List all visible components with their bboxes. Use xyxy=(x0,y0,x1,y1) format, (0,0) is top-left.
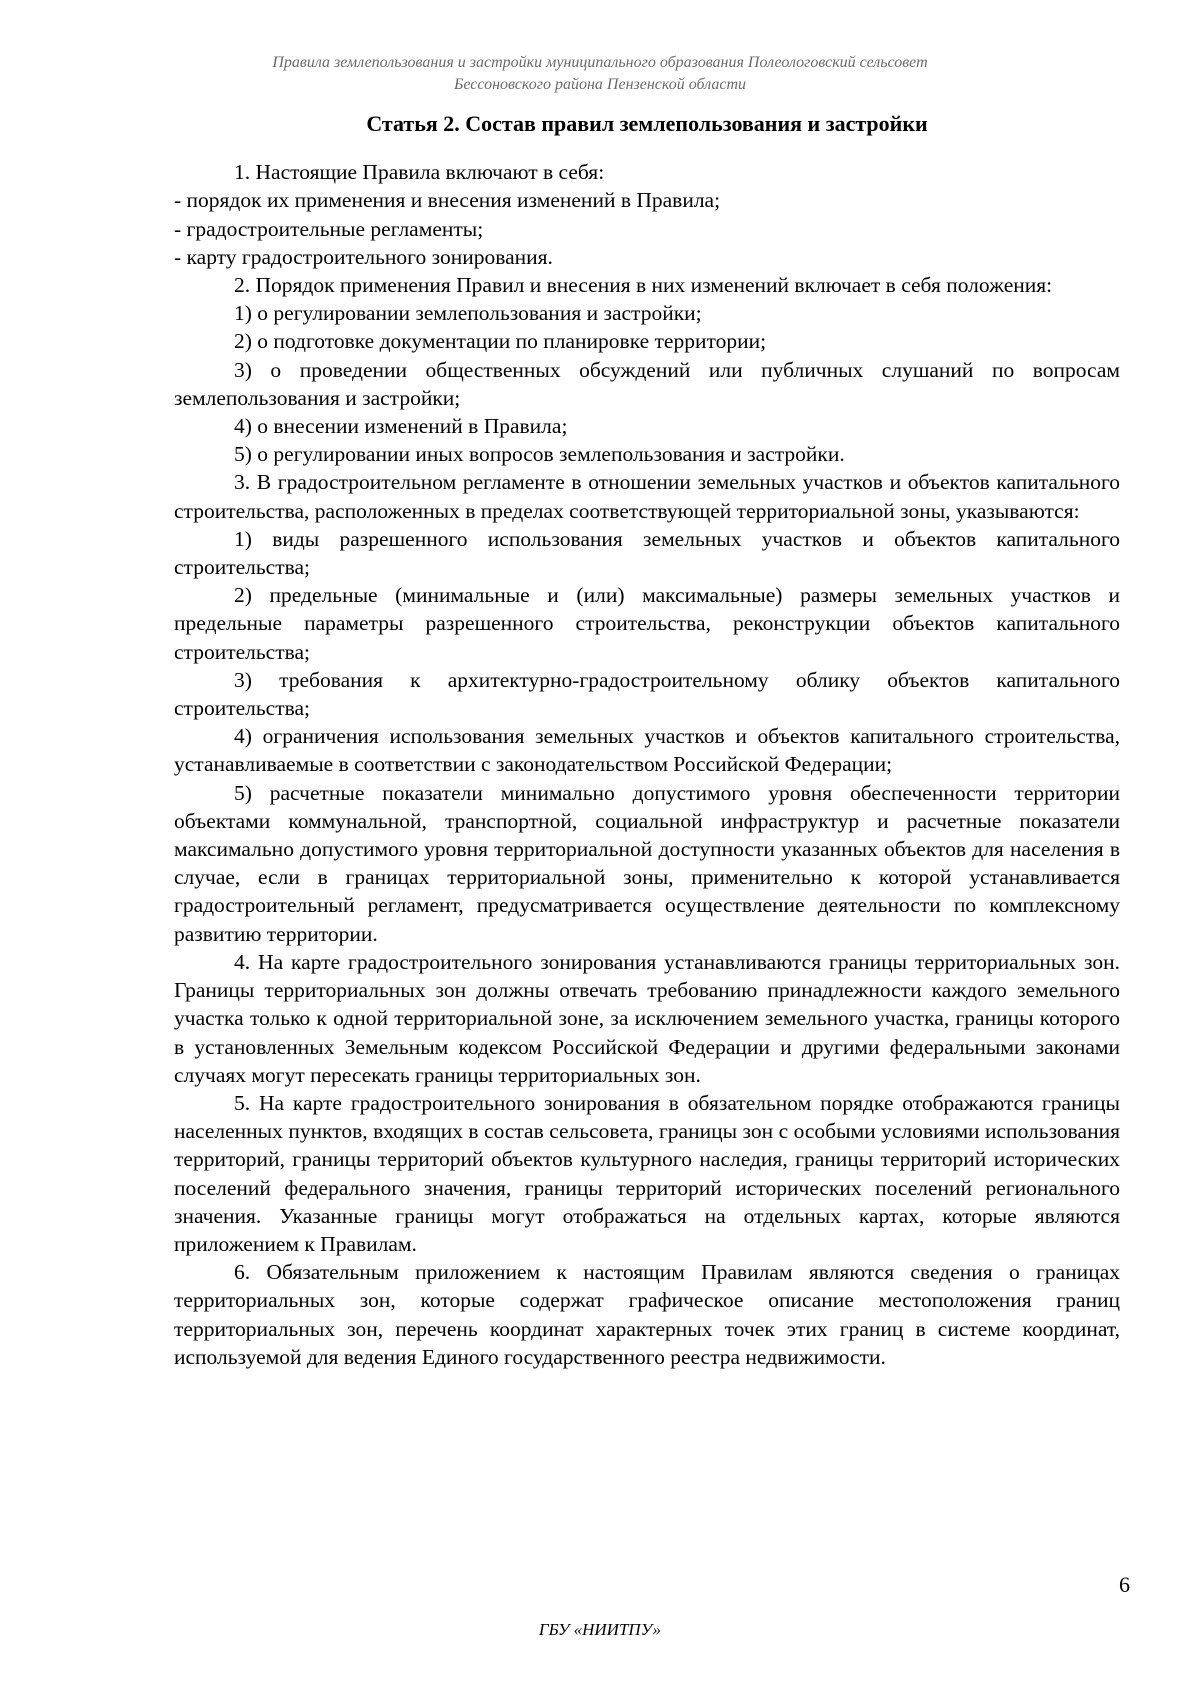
paragraph-3: 3. В градостроительном регламенте в отношении земельных участков и объектов капитального строительства, расположенных в пределах соответствующей территориальной зоны, указываются: xyxy=(174,470,1120,523)
paragraph-3-item-3: 3) требования к архитектурно-градостроительному облику объектов капитального строительства; xyxy=(174,667,1120,721)
page-number: 6 xyxy=(1119,1572,1130,1597)
paragraph-3-item-1: 1) виды разрешенного использования земельных участков и объектов капитального строительства; xyxy=(174,526,1120,580)
list-item-procedure: - порядок их применения и внесения изменений в Правила; xyxy=(174,188,721,213)
running-header-line-2: Бессоновского района Пензенской области xyxy=(453,76,747,93)
article-title: Статья 2. Состав правил землепользования и застройки xyxy=(366,111,928,136)
paragraph-6: 6. Обязательным приложением к настоящим Правилам являются сведения о границах территориальных зон, которые содержат графическое описание местоположения границ территориальных зон, перечень координат характерных точек этих границ в системе координат, используемой для ведения Единого государственного реестра недвижимости. xyxy=(174,1260,1120,1369)
running-header xyxy=(140,52,1060,96)
paragraph-2-item-1: 1) о регулировании землепользования и застройки; xyxy=(234,301,702,326)
paragraph-3-item-5: 5) расчетные показатели минимально допустимого уровня обеспеченности территории объектами коммунальной, транспортной, социальной инфраструктур и расчетные показатели максимально допустимого уровня территориальной доступности указанных объектов для населения в случае, если в границах территориальной зоны, применительно к которой устанавливается градостроительный регламент, предусматривается осуществление деятельности по комплексному развитию территории. xyxy=(174,780,1120,946)
paragraph-3-item-4: 4) ограничения использования земельных участков и объектов капитального строительства, устанавливаемые в соответствии с законодательством Российской Федерации; xyxy=(174,724,1120,777)
paragraph-2-item-3: 3) о проведении общественных обсуждений или публичных слушаний по вопросам землепользования и застройки; xyxy=(174,357,1120,410)
paragraph-1: 1. Настоящие Правила включают в себя: xyxy=(234,160,605,185)
paragraph-2-item-4: 4) о внесении изменений в Правила; xyxy=(234,414,568,439)
article-body xyxy=(174,110,1120,1371)
footer-organization: ГБУ «НИИТПУ» xyxy=(538,1620,662,1639)
paragraph-2-item-2: 2) о подготовке документации по планировке территории; xyxy=(234,329,767,354)
list-item-zoning-map: - карту градостроительного зонирования. xyxy=(174,244,553,269)
paragraph-2-item-5: 5) о регулировании иных вопросов землепользования и застройки. xyxy=(234,442,845,467)
paragraph-4: 4. На карте градостроительного зонирования устанавливаются границы территориальных зон. Границы территориальных зон должны отвечать требованию принадлежности каждого земельного участка только к одной территориальной зоне, за исключением земельного участка, границы которого в установленных Земельным кодексом Российской Федерации и другими федеральными законами случаях могут пересекать границы территориальных зон. xyxy=(174,949,1120,1087)
paragraph-5: 5. На карте градостроительного зонирования в обязательном порядке отображаются границы населенных пунктов, входящих в состав сельсовета, границы зон с особыми условиями использования территорий, границы территорий объектов культурного наследия, границы территорий исторических поселений федерального значения, границы территорий исторических поселений регионального значения. Указанные границы могут отображаться на отдельных картах, которые являются приложением к Правилам. xyxy=(174,1090,1120,1256)
list-item-regulations: - градостроительные регламенты; xyxy=(174,216,484,241)
paragraph-2: 2. Порядок применения Правил и внесения в них изменений включает в себя положения: xyxy=(234,273,1053,298)
paragraph-3-item-2: 2) предельные (минимальные и (или) максимальные) размеры земельных участков и предельные параметры разрешенного строительства, реконструкции объектов капитального строительства; xyxy=(174,583,1120,664)
running-header-line-1: Правила землепользования и застройки муниципального образования Полеологовский сельсовет xyxy=(272,54,928,71)
